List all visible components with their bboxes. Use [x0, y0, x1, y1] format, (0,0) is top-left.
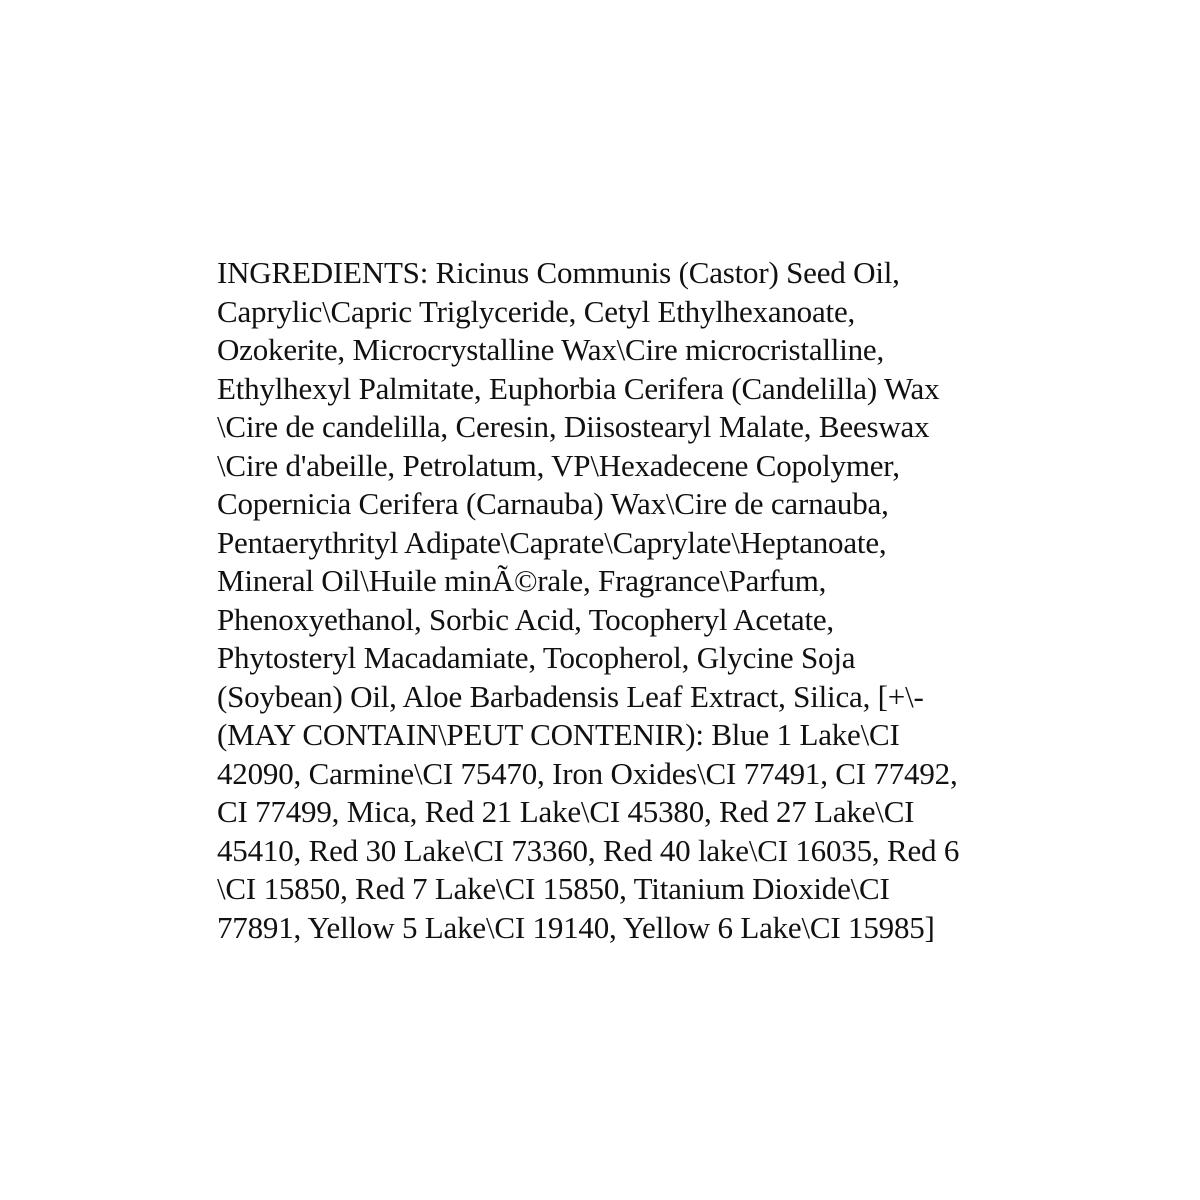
ingredients-text	[217, 254, 1177, 947]
ingredients-line: 77891, Yellow 5 Lake\CI 19140, Yellow 6 Lake\CI 15985]	[217, 909, 935, 945]
ingredients-line: \Cire d'abeille, Petrolatum, VP\Hexadecene Copolymer,	[217, 447, 900, 483]
ingredients-line: (Soybean) Oil, Aloe Barbadensis Leaf Extract, Silica, [+\-	[217, 678, 924, 714]
ingredients-line: CI 77499, Mica, Red 21 Lake\CI 45380, Red 27 Lake\CI	[217, 794, 915, 829]
ingredients-line: INGREDIENTS: Ricinus Communis (Castor) Seed Oil,	[217, 255, 900, 290]
ingredients-line: 42090, Carmine\CI 75470, Iron Oxides\CI 77491, CI 77492,	[217, 755, 958, 791]
ingredients-line: Ozokerite, Microcrystalline Wax\Cire microcristalline,	[217, 332, 885, 367]
ingredients-line: Mineral Oil\Huile minÃ©rale, Fragrance\Parfum,	[217, 563, 827, 598]
ingredients-line: Pentaerythrityl Adipate\Caprate\Caprylate\Heptanoate,	[217, 524, 887, 560]
ingredients-line: Phytosteryl Macadamiate, Tocopherol, Glycine Soja	[217, 640, 856, 675]
ingredients-line: \Cire de candelilla, Ceresin, Diisostearyl Malate, Beeswax	[217, 409, 930, 444]
ingredients-line: Caprylic\Capric Triglyceride, Cetyl Ethylhexanoate,	[217, 293, 856, 329]
ingredients-line: \CI 15850, Red 7 Lake\CI 15850, Titanium Dioxide\CI	[217, 871, 890, 906]
ingredients-line: 45410, Red 30 Lake\CI 73360, Red 40 lake\CI 16035, Red 6	[217, 832, 960, 868]
ingredients-line: Copernicia Cerifera (Carnauba) Wax\Cire de carnauba,	[217, 486, 889, 521]
ingredients-line: Phenoxyethanol, Sorbic Acid, Tocopheryl Acetate,	[217, 601, 834, 637]
ingredients-line: Ethylhexyl Palmitate, Euphorbia Cerifera (Candelilla) Wax	[217, 370, 940, 406]
ingredients-line: (MAY CONTAIN\PEUT CONTENIR): Blue 1 Lake\CI	[217, 717, 900, 752]
